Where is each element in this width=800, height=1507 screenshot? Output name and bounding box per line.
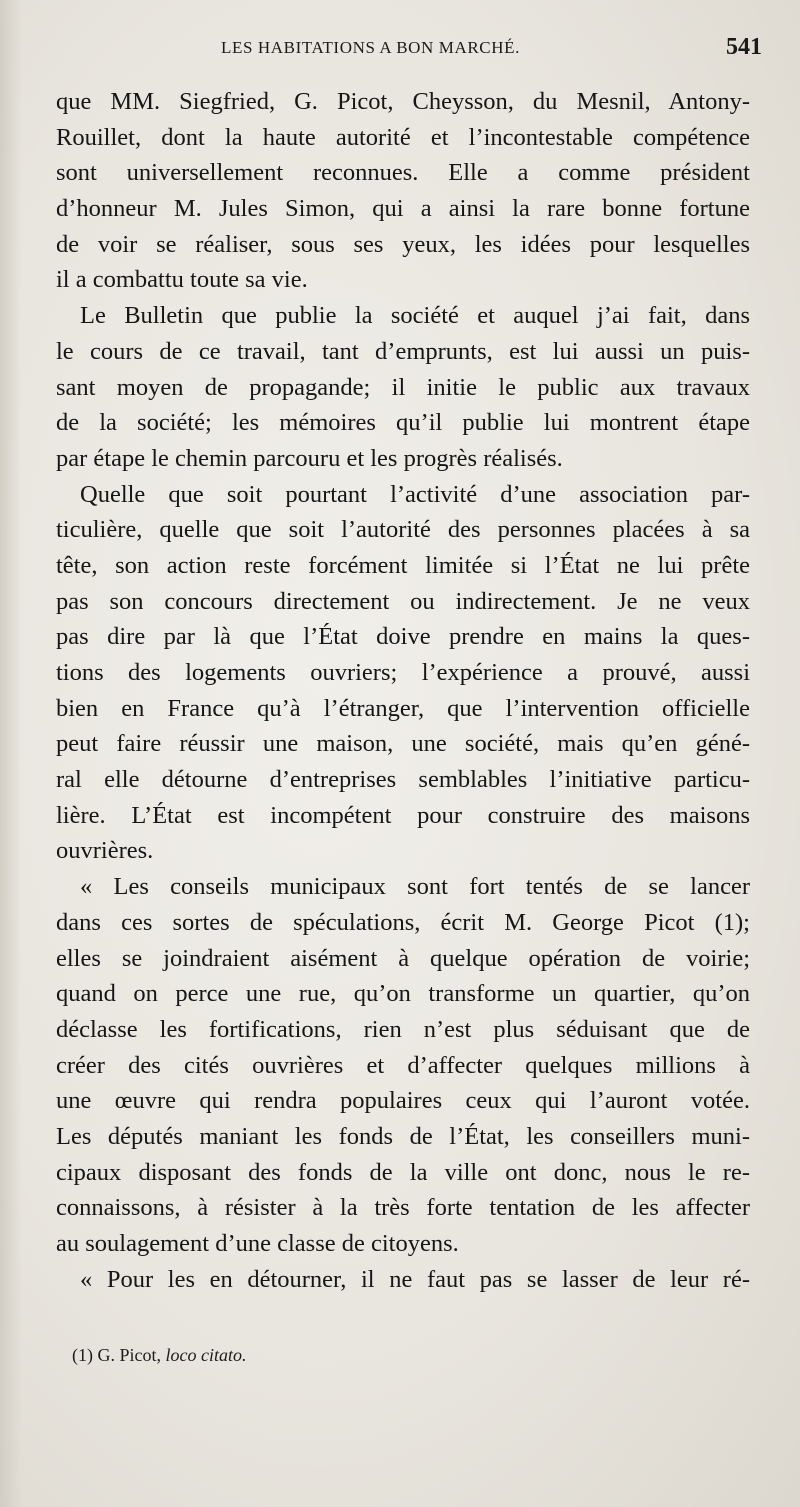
text-line: le cours de ce travail, tant d’emprunts, est lui aussi un puis- xyxy=(56,337,750,365)
text-line: Le Bulletin que publie la société et auquel j’ai fait, dans xyxy=(80,302,750,330)
page-header xyxy=(56,34,762,74)
text-line: elles se joindraient aisément à quelque opération de voirie; xyxy=(56,944,750,972)
text-line: au soulagement d’une classe de citoyens. xyxy=(56,1230,459,1257)
text-line: « Pour les en détourner, il ne faut pas se lasser de leur ré- xyxy=(80,1265,750,1293)
text-line: lière. L’État est incompétent pour construire des maisons xyxy=(56,801,750,829)
text-line: Les députés maniant les fonds de l’État, les conseillers muni- xyxy=(56,1122,750,1150)
text-line: ticulière, quelle que soit l’autorité des personnes placées à sa xyxy=(56,516,750,544)
text-line: pas son concours directement ou indirectement. Je ne veux xyxy=(56,587,750,615)
text-line: par étape le chemin parcouru et les progrès réalisés. xyxy=(56,444,563,472)
footnote-marker: (1) G. Picot, xyxy=(72,1345,161,1365)
text-line: bien en France qu’à l’étranger, que l’intervention officielle xyxy=(56,694,750,722)
text-line: créer des cités ouvrières et d’affecter quelques millions à xyxy=(56,1051,750,1079)
text-line: « Les conseils municipaux sont fort tentés de se lancer xyxy=(80,873,750,901)
footnote-source: loco citato. xyxy=(165,1345,247,1365)
body-text xyxy=(56,84,750,1297)
page-gutter-shadow xyxy=(0,0,22,1507)
text-line: Quelle que soit pourtant l’activité d’une association par- xyxy=(80,480,750,508)
text-line: déclasse les fortifications, rien n’est plus séduisant que de xyxy=(56,1015,750,1043)
text-line: peut faire réussir une maison, une société, mais qu’en géné- xyxy=(56,730,750,758)
text-line: que MM. Siegfried, G. Picot, Cheysson, du Mesnil, Antony- xyxy=(56,88,750,115)
text-line: tête, son action reste forcément limitée si l’État ne lui prête xyxy=(56,551,750,579)
text-line: sant moyen de propagande; il initie le public aux travaux xyxy=(56,373,750,401)
text-line: cipaux disposant des fonds de la ville ont donc, nous le re- xyxy=(56,1158,750,1186)
text-line: ouvrières. xyxy=(56,837,154,865)
text-line: pas dire par là que l’État doive prendre en mains la ques- xyxy=(56,623,750,651)
text-line: tions des logements ouvriers; l’expérience a prouvé, aussi xyxy=(56,659,750,686)
text-line: de la société; les mémoires qu’il publie lui montrent étape xyxy=(56,409,750,437)
page-number: 541 xyxy=(726,34,762,60)
text-line: il a combattu toute sa vie. xyxy=(56,266,308,294)
text-line: connaissons, à résister à la très forte tentation de les affecter xyxy=(56,1194,750,1222)
footnote xyxy=(72,1345,246,1366)
text-line: d’honneur M. Jules Simon, qui a ainsi la rare bonne fortune xyxy=(56,195,750,223)
text-line: une œuvre qui rendra populaires ceux qui l’auront votée. xyxy=(56,1087,750,1115)
text-line: de voir se réaliser, sous ses yeux, les idées pour lesquelles xyxy=(56,230,750,258)
text-line: quand on perce une rue, qu’on transforme un quartier, qu’on xyxy=(56,980,750,1008)
running-title: LES HABITATIONS A BON MARCHÉ. xyxy=(221,38,520,57)
text-line: dans ces sortes de spéculations, écrit M. George Picot (1); xyxy=(56,908,750,936)
text-line: sont universellement reconnues. Elle a comme président xyxy=(56,159,750,187)
text-line: Rouillet, dont la haute autorité et l’incontestable compétence xyxy=(56,123,750,151)
text-line: ral elle détourne d’entreprises semblables l’initiative particu- xyxy=(56,766,750,794)
